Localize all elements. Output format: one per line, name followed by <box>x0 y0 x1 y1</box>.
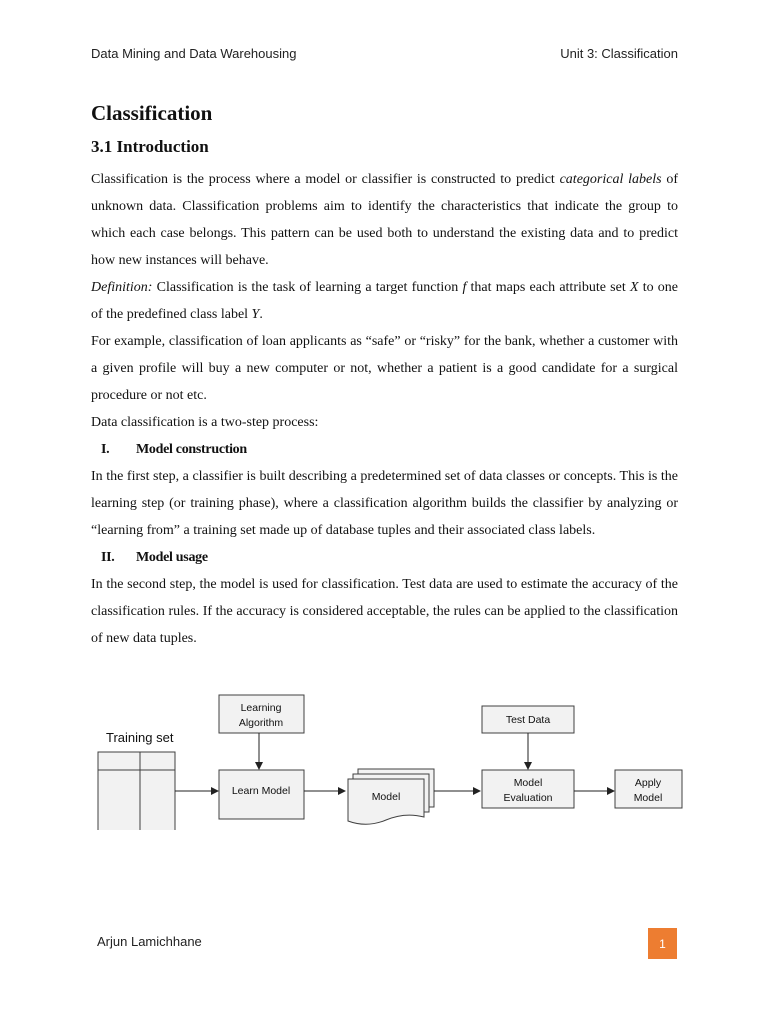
step-title: Model usage <box>136 550 208 565</box>
step-number: II. <box>101 550 115 565</box>
test-data-label: Test Data <box>505 714 551 726</box>
var-x: X <box>629 280 639 295</box>
definition-text: to one of the predefined class label <box>91 280 679 322</box>
apply-model-line2: Model <box>633 792 663 804</box>
definition-text: Classification is the task of learning a target function <box>152 280 463 295</box>
definition-text: that maps each attribute set <box>466 280 630 295</box>
step-title: Model construction <box>136 442 247 457</box>
definition-paragraph <box>91 274 678 328</box>
running-header-right: Unit 3: Classification <box>560 46 678 61</box>
model-document-stack <box>348 769 434 824</box>
apply-model-line1: Apply <box>634 777 662 789</box>
model-evaluation-box <box>482 770 574 808</box>
intro-text-before: Classification is the process where a model or classifier is constructed to predict <box>91 172 560 187</box>
learn-model-box <box>219 770 304 819</box>
page-number-badge: 1 <box>648 928 677 959</box>
section-heading: 3.1 Introduction <box>91 137 209 156</box>
definition-text: . <box>259 307 263 322</box>
two-step-paragraph: Data classification is a two-step process: <box>91 415 319 430</box>
page-title: Classification <box>91 101 213 125</box>
intro-paragraph <box>91 166 678 274</box>
learning-algorithm-line1: Learning <box>240 702 282 714</box>
test-data-box <box>482 706 574 733</box>
learn-model-label: Learn Model <box>231 785 291 797</box>
classification-process-diagram <box>90 690 690 830</box>
model-label: Model <box>371 791 401 803</box>
training-set-table <box>98 752 175 830</box>
intro-emphasis: categorical labels <box>559 172 662 187</box>
model-eval-line2: Evaluation <box>503 792 553 804</box>
learning-algorithm-box <box>219 695 304 733</box>
footer-author: Arjun Lamichhane <box>97 934 202 949</box>
running-header-left: Data Mining and Data Warehousing <box>91 46 297 61</box>
step1-paragraph: In the first step, a classifier is built describing a predetermined set of data classes or concepts. This is the learning step (or training phase), where a classification algorithm builds the classifier by analyzing or “learning from” a training set made up of database tuples and their associated class labels. <box>91 469 678 538</box>
var-y: Y <box>251 307 260 322</box>
step-heading-1 <box>91 436 678 463</box>
var-f: f <box>462 280 467 295</box>
example-paragraph: For example, classification of loan applicants as “safe” or “risky” for the bank, whether a customer with a given profile will buy a new computer or not, whether a patient is a good candidate for a surgical procedure or not etc. <box>91 334 678 403</box>
definition-label: Definition: <box>91 280 153 295</box>
step-number: I. <box>101 442 110 457</box>
apply-model-box <box>615 770 682 808</box>
step-heading-2 <box>91 544 678 571</box>
intro-text-after: of unknown data. Classification problems aim to identify the characteristics that indicate the group to which each case belongs. This pattern can be used both to understand the existing data and to predict how new instances will behave. <box>91 172 678 268</box>
learning-algorithm-line2: Algorithm <box>238 717 284 729</box>
step2-paragraph: In the second step, the model is used for classification. Test data are used to estimate the accuracy of the classification rules. If the accuracy is considered acceptable, the rules can be applied to the classification of new data tuples. <box>91 577 678 646</box>
training-set-label: Training set <box>106 730 174 745</box>
page-content <box>91 96 678 652</box>
model-eval-line1: Model <box>513 777 543 789</box>
